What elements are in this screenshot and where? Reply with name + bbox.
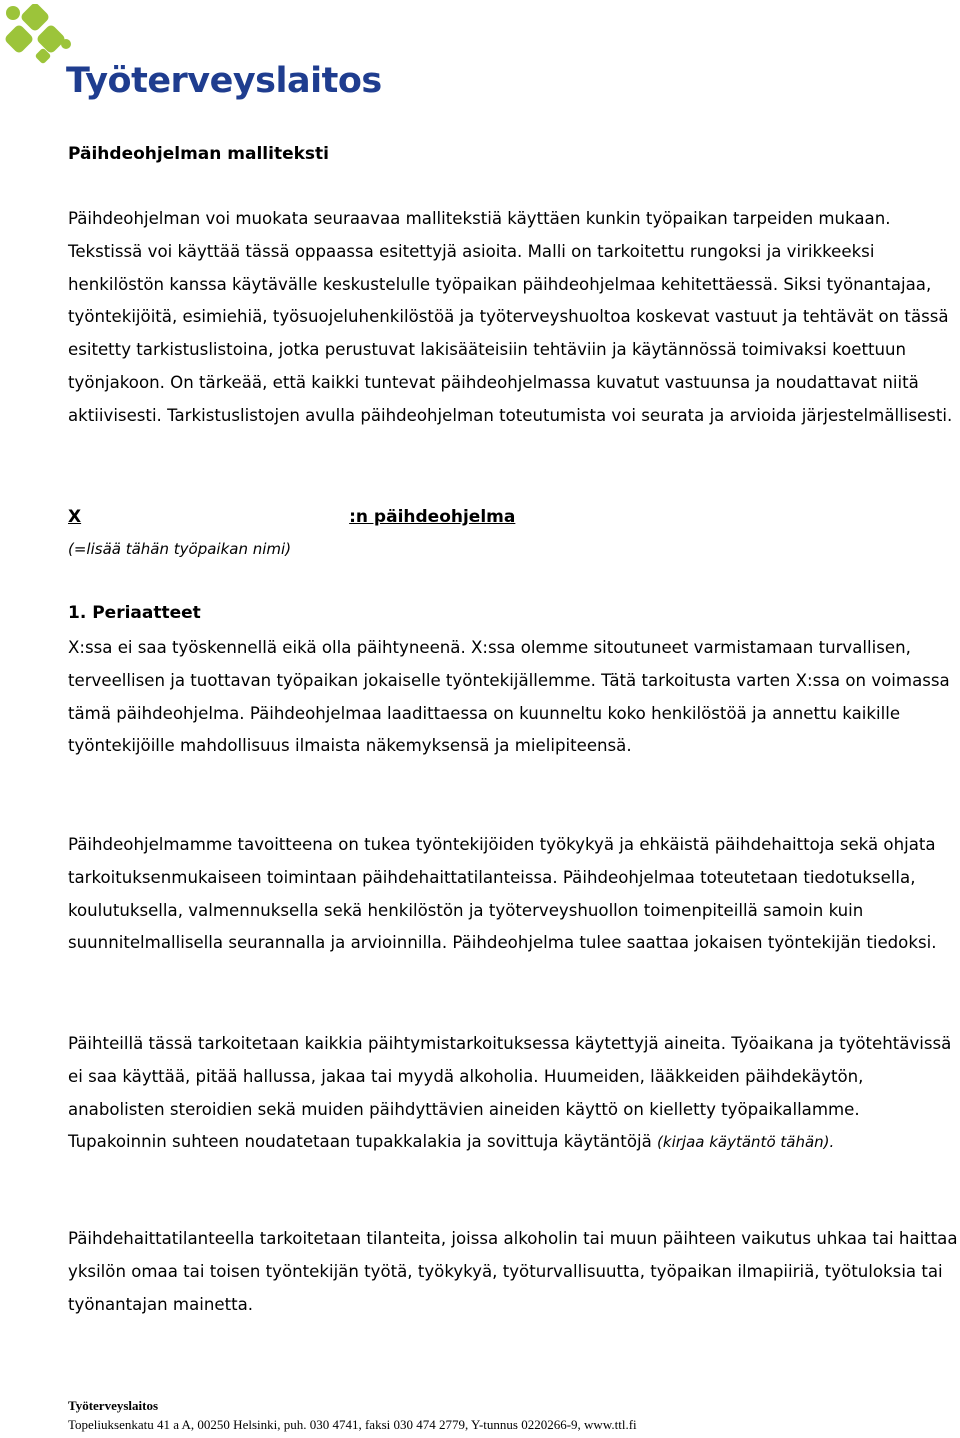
practice-note: (kirjaa käytäntö tähän).	[657, 1133, 835, 1152]
program-heading-x: X	[68, 507, 82, 527]
logo-wordmark: Työterveyslaitos	[66, 61, 382, 101]
logo-mark-icon	[4, 4, 76, 68]
document-title: Päihdeohjelman malliteksti	[68, 144, 329, 164]
principles-paragraph-3	[68, 1028, 960, 1159]
program-heading-rest: :n päihdeohjelma	[349, 507, 516, 527]
principles-paragraph-4: Päihdehaittatilanteella tarkoitetaan tilanteita, joissa alkoholin tai muun päihteen vaikutus uhkaa tai haittaa yksilön omaa tai toisen työntekijän työtä, työkykyä, työturvallisuutta, työpaikan ilmapiiriä, työtuloksia tai työnantajan mainetta.	[68, 1229, 958, 1314]
section-heading-principles: 1. Periaatteet	[68, 603, 201, 623]
logo	[0, 0, 382, 112]
intro-paragraph: Päihdeohjelman voi muokata seuraavaa mallitekstiä käyttäen kunkin työpaikan tarpeiden mukaan. Tekstissä voi käyttää tässä oppaassa esitettyjä asioita. Malli on tarkoitettu rungoksi ja virikkeeksi henkilöstön kanssa käytävälle keskustelulle työpaikan päihdeohjelmaa kehitettäessä. Siksi työnantajaa, työntekijöitä, esimiehiä, työsuojeluhenkilöstöä ja työterveyshuoltoa koskevat vastuut ja tehtävät on tässä esitetty tarkistuslistoina, jotka perustuvat lakisääteisiin tehtäviin ja käytännössä toimivaksi koettuun työnjakoon. On tärkeää, että kaikki tuntevat päihdeohjelmassa kuvatut vastuunsa ja noudattavat niitä aktiivisesti. Tarkistuslistojen avulla päihdeohjelman toteutumista voi seurata ja arvioida järjestelmällisesti.	[68, 209, 953, 425]
substances-text: Päihteillä tässä tarkoitetaan kaikkia päihtymistarkoituksessa käytettyjä aineita. Työaikana ja työtehtävissä ei saa käyttää, pitää hallussa, jakaa tai myydä alkoholia. Huumeiden, lääkkeiden päihdekäytön, anabolisten steroidien sekä muiden päihdyttävien aineiden käyttö on kielletty työpaikallamme. Tupakoinnin suhteen noudatetaan tupakkalakia ja sovittuja käytäntöjä	[68, 1034, 952, 1152]
footer	[68, 1396, 637, 1434]
footer-org: Työterveyslaitos	[68, 1398, 159, 1413]
program-heading	[68, 505, 515, 529]
principles-paragraph-2: Päihdeohjelmamme tavoitteena on tukea työntekijöiden työkykyä ja ehkäistä päihdehaittoja sekä ohjata tarkoituksenmukaiseen toimintaan päihdehaittatilanteissa. Päihdeohjelmaa toteutetaan tiedotuksella, koulutuksella, valmennuksella sekä henkilöstön ja työterveyshuollon toimenpiteillä samoin kuin suunnitelmallisella seurannalla ja arvioinnilla. Päihdeohjelma tulee saattaa jokaisen työntekijän tiedoksi.	[68, 835, 937, 953]
company-name-note: (=lisää tähän työpaikan nimi)	[68, 540, 292, 558]
footer-address: Topeliuksenkatu 41 a A, 00250 Helsinki, puh. 030 4741, faksi 030 474 2779, Y-tunnus 0220266-9, www.ttl.fi	[68, 1417, 637, 1432]
principles-paragraph-1: X:ssa ei saa työskennellä eikä olla päihtyneenä. X:ssa olemme sitoutuneet varmistamaan turvallisen, terveellisen ja tuottavan työpaikan jokaiselle työntekijällemme. Tätä tarkoitusta varten X:ssa on voimassa tämä päihdeohjelma. Päihdeohjelmaa laadittaessa on kuunneltu koko henkilöstöä ja annettu kaikille työntekijöille mahdollisuus ilmaista näkemyksensä ja mielipiteensä.	[68, 638, 950, 756]
